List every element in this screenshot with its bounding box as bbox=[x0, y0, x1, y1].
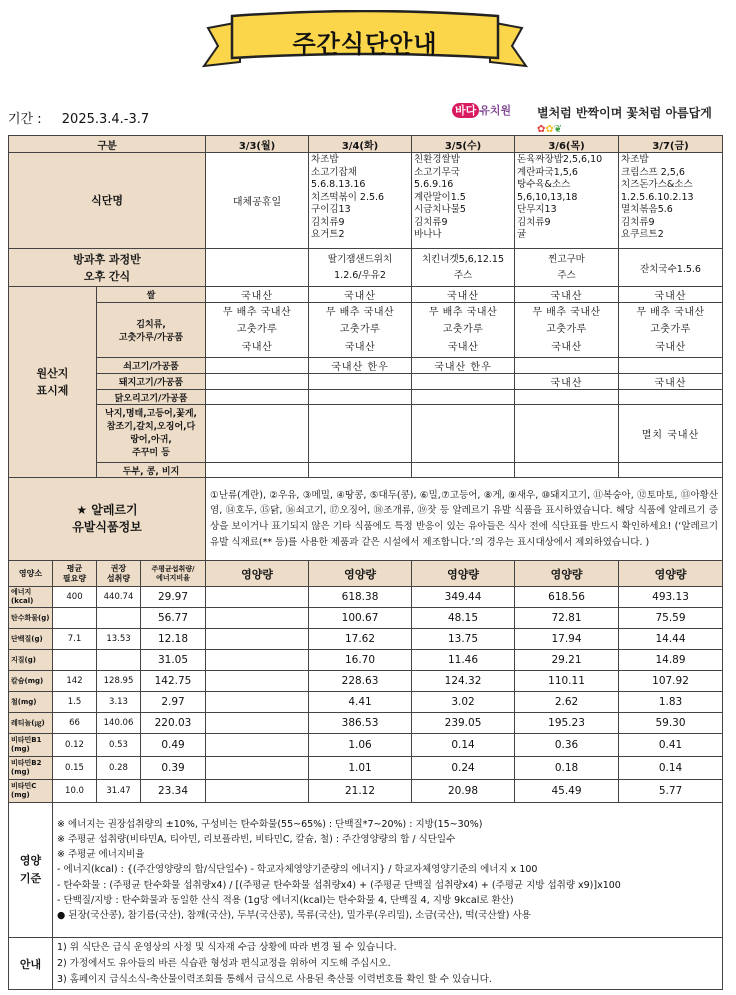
daily-amount bbox=[206, 629, 309, 650]
daily-amount: 0.14 bbox=[412, 734, 515, 757]
origin-value bbox=[206, 374, 309, 390]
origin-value bbox=[619, 463, 723, 478]
snack-item: 치킨너겟5,6,12.15 bbox=[421, 253, 505, 265]
nutrition-header-day: 영양량 bbox=[515, 561, 619, 587]
daily-amount: 100.67 bbox=[309, 608, 412, 629]
origin-value: 멸치 국내산 bbox=[619, 405, 723, 463]
weekly-menu-table bbox=[8, 135, 723, 990]
page-title: 주간식단안내 bbox=[292, 30, 438, 58]
avg-requirement: 1.5 bbox=[53, 692, 97, 713]
daily-amount: 14.89 bbox=[619, 650, 723, 671]
allergy-row bbox=[9, 478, 723, 561]
nutrition-row bbox=[9, 608, 723, 629]
avg-requirement bbox=[53, 650, 97, 671]
menu-item: 대체공휴일 bbox=[232, 197, 282, 208]
daily-amount: 0.24 bbox=[412, 757, 515, 780]
recommended-intake: 3.13 bbox=[97, 692, 141, 713]
notice-row bbox=[9, 938, 723, 990]
origin-value: 무 배추 국내산 고춧가루 국내산 bbox=[412, 303, 515, 358]
origin-value bbox=[619, 358, 723, 374]
daily-amount: 2.62 bbox=[515, 692, 619, 713]
notice-line: 2) 가정에서도 유아들의 바른 식습관 형성과 편식교정을 위하여 지도해 주십시오. bbox=[57, 957, 391, 969]
avg-requirement: 7.1 bbox=[53, 629, 97, 650]
weekly-average: 31.05 bbox=[141, 650, 206, 671]
menu-item: 차조밥 bbox=[311, 154, 339, 165]
menu-item: 5.6.9.16 bbox=[414, 179, 454, 190]
origin-value bbox=[412, 390, 515, 405]
recommended-intake: 0.53 bbox=[97, 734, 141, 757]
menu-label: 식단명 bbox=[9, 153, 206, 249]
nutrition-header-day: 영양량 bbox=[619, 561, 723, 587]
daily-amount bbox=[206, 692, 309, 713]
origin-category: 돼지고기/가공품 bbox=[97, 374, 206, 390]
origin-value: 국내산 한우 bbox=[412, 358, 515, 374]
daily-amount: 0.18 bbox=[515, 757, 619, 780]
origin-value: 국내산 bbox=[309, 287, 412, 303]
menu-cell-thu bbox=[515, 153, 619, 249]
daily-amount: 45.49 bbox=[515, 780, 619, 803]
origin-value bbox=[515, 390, 619, 405]
origin-value bbox=[206, 463, 309, 478]
daily-amount: 16.70 bbox=[309, 650, 412, 671]
day-header: 3/7(금) bbox=[619, 136, 723, 153]
menu-cell-mon bbox=[206, 153, 309, 249]
menu-item: 단무지13 bbox=[517, 204, 557, 215]
daily-amount: 107.92 bbox=[619, 671, 723, 692]
daily-amount: 195.23 bbox=[515, 713, 619, 734]
daily-amount: 20.98 bbox=[412, 780, 515, 803]
recommended-intake bbox=[97, 650, 141, 671]
snack-cell-thu bbox=[515, 249, 619, 287]
avg-requirement: 0.15 bbox=[53, 757, 97, 780]
recommended-intake: 128.95 bbox=[97, 671, 141, 692]
daily-amount: 59.30 bbox=[619, 713, 723, 734]
standard-line: - 탄수화물 : (주평균 탄수화물 섭취량x4) / [(주평균 탄수화물 섭취량x4) + (주평균 단백질 섭취량x4) + (주평균 지방 섭취량 x9)]x100 bbox=[57, 879, 621, 891]
nutrition-header-rec: 권장 섭취량 bbox=[97, 561, 141, 587]
menu-item: 귤 bbox=[517, 229, 527, 240]
origin-value bbox=[206, 405, 309, 463]
origin-value: 국내산 bbox=[619, 374, 723, 390]
snack-cell-fri bbox=[619, 249, 723, 287]
menu-item: 크림스프 2,5,6 bbox=[621, 166, 685, 178]
nutrition-row bbox=[9, 692, 723, 713]
notice-line: 1) 위 식단은 급식 운영상의 사정 및 식자재 수급 상황에 따라 변경 될 수 있습니다. bbox=[57, 941, 397, 953]
origin-value bbox=[309, 463, 412, 478]
daily-amount: 349.44 bbox=[412, 587, 515, 608]
origin-value bbox=[309, 374, 412, 390]
menu-item: 5,6,10,13,18 bbox=[517, 191, 578, 203]
notice-text bbox=[53, 938, 723, 990]
nutrition-body bbox=[9, 587, 723, 803]
origin-label-line: 표시제 bbox=[36, 384, 69, 397]
origin-value bbox=[412, 463, 515, 478]
nutrient-name: 단백질(g) bbox=[9, 629, 53, 650]
standard-line: - 단백질/지방 : 탄수화물과 동일한 산식 적용 (1g당 에너지(kcal)는 탄수화물 4, 단백질 4, 지방 9kcal로 환산) bbox=[57, 894, 514, 906]
daily-amount: 493.13 bbox=[619, 587, 723, 608]
avg-requirement: 66 bbox=[53, 713, 97, 734]
menu-item: 김치류9 bbox=[414, 216, 448, 228]
day-header: 3/3(월) bbox=[206, 136, 309, 153]
menu-item: 1.2.5.6.10.2.13 bbox=[621, 191, 694, 203]
nutrition-row bbox=[9, 587, 723, 608]
menu-item: 구이김13 bbox=[311, 204, 351, 215]
origin-row bbox=[9, 287, 723, 303]
snack-cell-wed bbox=[412, 249, 515, 287]
daily-amount: 17.62 bbox=[309, 629, 412, 650]
nutrient-name: 레티놀(㎍) bbox=[9, 713, 53, 734]
standard-line: - 에너지(kcal) : {(주간영양량의 합/식단일수) - 학교자체영양기준량의 에너지} / 학교자체영양기준의 에너지 x 100 bbox=[57, 864, 538, 876]
snack-item: 주스 bbox=[557, 269, 576, 281]
daily-amount: 14.44 bbox=[619, 629, 723, 650]
logo-part-a: 바다 bbox=[452, 103, 479, 118]
daily-amount bbox=[206, 650, 309, 671]
menu-item: 바나나 bbox=[414, 229, 442, 240]
snack-label bbox=[9, 249, 206, 287]
origin-value: 무 배추 국내산 고춧가루 국내산 bbox=[619, 303, 723, 358]
avg-requirement: 400 bbox=[53, 587, 97, 608]
daily-amount: 1.06 bbox=[309, 734, 412, 757]
origin-value: 무 배추 국내산 고춧가루 국내산 bbox=[515, 303, 619, 358]
nutrition-row bbox=[9, 713, 723, 734]
recommended-intake: 140.06 bbox=[97, 713, 141, 734]
daily-amount: 3.02 bbox=[412, 692, 515, 713]
menu-item: 김치류9 bbox=[517, 216, 551, 228]
daily-amount bbox=[206, 608, 309, 629]
menu-item: 돈육짜장밥2,5,6,10 bbox=[517, 154, 603, 165]
snack-label-line: 방과후 과정반 bbox=[73, 252, 141, 266]
nutrition-row bbox=[9, 734, 723, 757]
avg-requirement bbox=[53, 608, 97, 629]
nutrient-name: 탄수화물(g) bbox=[9, 608, 53, 629]
menu-item: 멸치볶음5.6 bbox=[621, 204, 673, 215]
day-header-row bbox=[9, 136, 723, 153]
snack-cell-tue bbox=[309, 249, 412, 287]
weekly-average: 0.39 bbox=[141, 757, 206, 780]
recommended-intake: 31.47 bbox=[97, 780, 141, 803]
snack-label-line: 오후 간식 bbox=[83, 269, 131, 283]
nutrition-header-day: 영양량 bbox=[412, 561, 515, 587]
menu-item: 치즈떡볶이 2.5.6 bbox=[311, 191, 385, 203]
avg-requirement: 0.12 bbox=[53, 734, 97, 757]
allergy-text: ①난류(계란), ②우유, ③메밀, ④땅콩, ⑤대두(콩), ⑥밀,⑦고등어, ⑧게, ⑨새우, ⑩돼지고기, ⑪복숭아, ⑫토마토, ⑬아황산염, ⑭호두, ⑮닭, ⑯쇠고기, ⑰오징어, ⑱조개류, ⑲잣 등 알레르기 유발 식품을 표시하였습니다. 해당 식품에 알레르기 증상을 보이거나 표기되지 않은 기타 식품에도 특정 반응이 있는 유아들은 식사 전에 식단표를 반드시 확인하세요! (‘알레르기 유발 식재료(** 등)를 사용한 제품과 같은 시설에서 제조합니다.’의 경우는 표시대상에서 제외하였습니다. ) bbox=[206, 478, 723, 561]
standard-line: ※ 주평균 에너지비율 bbox=[57, 849, 145, 861]
menu-item: 김치류9 bbox=[621, 216, 655, 228]
menu-item: 요쿠르트2 bbox=[621, 229, 664, 240]
origin-row bbox=[9, 303, 723, 358]
nutrition-header-avg: 평균 필요량 bbox=[53, 561, 97, 587]
origin-value bbox=[206, 390, 309, 405]
recommended-intake bbox=[97, 608, 141, 629]
day-header: 3/4(화) bbox=[309, 136, 412, 153]
daily-amount: 5.77 bbox=[619, 780, 723, 803]
origin-label bbox=[9, 287, 97, 478]
notice-line: 3) 홈페이지 급식소식-축산물이력조회를 통해서 급식으로 사용된 축산물 이력번호를 확인 할 수 있습니다. bbox=[57, 973, 492, 985]
menu-row bbox=[9, 153, 723, 249]
nutrition-header-row bbox=[9, 561, 723, 587]
standard-line: ※ 주평균 섭취량(비타민A, 티아민, 리보플라빈, 비타민C, 칼슘, 철) : 주간영양량의 합 / 식단일수 bbox=[57, 834, 456, 846]
nutrient-name: 비타민C (mg) bbox=[9, 780, 53, 803]
origin-value: 국내산 bbox=[515, 374, 619, 390]
menu-item: 친환경쌀밥 bbox=[414, 154, 460, 165]
snack-item: 1.2.6/우유2 bbox=[334, 269, 386, 281]
kindergarten-logo bbox=[452, 102, 511, 118]
nutrient-name: 지질(g) bbox=[9, 650, 53, 671]
origin-value: 국내산 bbox=[412, 287, 515, 303]
daily-amount: 618.56 bbox=[515, 587, 619, 608]
daily-amount bbox=[206, 587, 309, 608]
recommended-intake: 13.53 bbox=[97, 629, 141, 650]
origin-value bbox=[309, 390, 412, 405]
origin-category: 김치류, 고춧가루/가공품 bbox=[97, 303, 206, 358]
nutrient-name: 철(mg) bbox=[9, 692, 53, 713]
menu-item: 치즈돈가스&소스 bbox=[621, 179, 693, 190]
nutrition-header-day: 영양량 bbox=[206, 561, 309, 587]
allergy-label bbox=[9, 478, 206, 561]
daily-amount: 11.46 bbox=[412, 650, 515, 671]
daily-amount: 618.38 bbox=[309, 587, 412, 608]
nutrition-row bbox=[9, 650, 723, 671]
standard-line: ※ 에너지는 권장섭취량의 ±10%, 구성비는 탄수화물(55~65%) : 단백질*7~20%) : 지방(15~30%) bbox=[57, 819, 483, 831]
day-header: 3/5(수) bbox=[412, 136, 515, 153]
day-header: 3/6(목) bbox=[515, 136, 619, 153]
snack-item: 딸기잼샌드위치 bbox=[327, 253, 393, 265]
origin-value: 무 배추 국내산 고춧가루 국내산 bbox=[309, 303, 412, 358]
nutrition-row bbox=[9, 629, 723, 650]
menu-item: 차조밥 bbox=[621, 154, 649, 165]
header-label: 구분 bbox=[9, 136, 206, 153]
weekly-average: 29.97 bbox=[141, 587, 206, 608]
standard-row bbox=[9, 803, 723, 938]
origin-category: 쇠고기/가공품 bbox=[97, 358, 206, 374]
weekly-average: 0.49 bbox=[141, 734, 206, 757]
menu-cell-fri bbox=[619, 153, 723, 249]
nutrient-name: 비타민B1 (mg) bbox=[9, 734, 53, 757]
period-value: 2025.3.4.-3.7 bbox=[61, 112, 150, 127]
notice-label: 안내 bbox=[9, 938, 53, 990]
daily-amount: 1.83 bbox=[619, 692, 723, 713]
origin-value bbox=[206, 358, 309, 374]
period bbox=[8, 108, 149, 127]
origin-value: 국내산 bbox=[619, 287, 723, 303]
weekly-average: 2.97 bbox=[141, 692, 206, 713]
avg-requirement: 10.0 bbox=[53, 780, 97, 803]
standard-label bbox=[9, 803, 53, 938]
nutrition-row bbox=[9, 757, 723, 780]
origin-value bbox=[515, 405, 619, 463]
daily-amount: 72.81 bbox=[515, 608, 619, 629]
origin-value bbox=[515, 463, 619, 478]
daily-amount bbox=[206, 780, 309, 803]
recommended-intake: 0.28 bbox=[97, 757, 141, 780]
origin-category: 닭오리고기/가공품 bbox=[97, 390, 206, 405]
period-label: 기간 : bbox=[8, 112, 42, 127]
standard-label-line: 영양 bbox=[19, 854, 42, 867]
menu-item: 김치류9 bbox=[311, 216, 345, 228]
origin-value: 무 배추 국내산 고춧가루 국내산 bbox=[206, 303, 309, 358]
daily-amount bbox=[206, 671, 309, 692]
standard-text bbox=[53, 803, 723, 938]
menu-item: 소고기무국 bbox=[414, 166, 460, 178]
origin-value: 국내산 bbox=[206, 287, 309, 303]
title-banner bbox=[200, 10, 530, 72]
origin-value: 국내산 bbox=[515, 287, 619, 303]
weekly-average: 23.34 bbox=[141, 780, 206, 803]
origin-row bbox=[9, 463, 723, 478]
daily-amount: 386.53 bbox=[309, 713, 412, 734]
daily-amount: 21.12 bbox=[309, 780, 412, 803]
slogan-text: 별처럼 반짝이며 꽃처럼 아름답게 bbox=[537, 106, 712, 120]
allergy-label-line: ★ 알레르기 bbox=[76, 503, 138, 517]
snack-row bbox=[9, 249, 723, 287]
logo-part-b: 유치원 bbox=[479, 104, 512, 117]
daily-amount bbox=[206, 734, 309, 757]
daily-amount: 228.63 bbox=[309, 671, 412, 692]
snack-item: 찐고구마 bbox=[548, 253, 585, 265]
origin-value bbox=[412, 405, 515, 463]
menu-item: 탕수육&소스 bbox=[517, 179, 571, 190]
origin-category: 낙지,명태,고등어,꽃게, 참조기,갈치,오징어,다 랑어,아귀, 주꾸미 등 bbox=[97, 405, 206, 463]
nutrition-row bbox=[9, 671, 723, 692]
daily-amount: 1.01 bbox=[309, 757, 412, 780]
flower-icon: ✿✿❦ bbox=[537, 124, 563, 135]
weekly-average: 12.18 bbox=[141, 629, 206, 650]
daily-amount: 48.15 bbox=[412, 608, 515, 629]
origin-value: 국내산 한우 bbox=[309, 358, 412, 374]
daily-amount: 75.59 bbox=[619, 608, 723, 629]
origin-row bbox=[9, 390, 723, 405]
origin-value bbox=[515, 358, 619, 374]
menu-cell-wed bbox=[412, 153, 515, 249]
snack-item: 잔치국수1.5.6 bbox=[640, 263, 701, 275]
nutrition-header-week: 주평균섭취량/ 에너지비율 bbox=[141, 561, 206, 587]
daily-amount bbox=[206, 713, 309, 734]
menu-item: 소고기잡채 bbox=[311, 166, 357, 178]
avg-requirement: 142 bbox=[53, 671, 97, 692]
origin-row bbox=[9, 405, 723, 463]
daily-amount: 0.41 bbox=[619, 734, 723, 757]
daily-amount bbox=[206, 757, 309, 780]
menu-cell-tue bbox=[309, 153, 412, 249]
nutrition-header-nutrient: 영양소 bbox=[9, 561, 53, 587]
daily-amount: 13.75 bbox=[412, 629, 515, 650]
origin-value bbox=[309, 405, 412, 463]
origin-row bbox=[9, 358, 723, 374]
daily-amount: 110.11 bbox=[515, 671, 619, 692]
daily-amount: 29.21 bbox=[515, 650, 619, 671]
recommended-intake: 440.74 bbox=[97, 587, 141, 608]
weekly-average: 220.03 bbox=[141, 713, 206, 734]
daily-amount: 17.94 bbox=[515, 629, 619, 650]
daily-amount: 124.32 bbox=[412, 671, 515, 692]
menu-item: 계란파국1,5,6 bbox=[517, 166, 578, 178]
weekly-average: 56.77 bbox=[141, 608, 206, 629]
weekly-average: 142.75 bbox=[141, 671, 206, 692]
origin-row bbox=[9, 374, 723, 390]
allergy-label-line: 유발식품정보 bbox=[72, 520, 142, 534]
origin-label-line: 원산지 bbox=[36, 367, 69, 380]
daily-amount: 0.36 bbox=[515, 734, 619, 757]
standard-label-line: 기준 bbox=[19, 872, 42, 885]
origin-category: 쌀 bbox=[97, 287, 206, 303]
slogan bbox=[537, 104, 736, 135]
nutrition-header-day: 영양량 bbox=[309, 561, 412, 587]
snack-cell-mon bbox=[206, 249, 309, 287]
origin-category: 두부, 콩, 비지 bbox=[97, 463, 206, 478]
nutrition-row bbox=[9, 780, 723, 803]
origin-value bbox=[619, 390, 723, 405]
daily-amount: 239.05 bbox=[412, 713, 515, 734]
snack-item: 주스 bbox=[453, 269, 473, 281]
nutrient-name: 칼슘(mg) bbox=[9, 671, 53, 692]
menu-item: 시금치나물5 bbox=[414, 204, 466, 215]
nutrient-name: 비타민B2 (mg) bbox=[9, 757, 53, 780]
nutrient-name: 에너지(kcal) bbox=[9, 587, 53, 608]
daily-amount: 0.14 bbox=[619, 757, 723, 780]
standard-line: ● 된장(국산콩), 참기름(국산), 참깨(국산), 두부(국산콩), 묵류(국산), 밀가루(우리밀), 소금(국산), 떡(국산쌀) 사용 bbox=[57, 909, 531, 921]
daily-amount: 4.41 bbox=[309, 692, 412, 713]
menu-item: 5.6.8.13.16 bbox=[311, 179, 366, 190]
menu-item: 요거트2 bbox=[311, 229, 345, 240]
menu-item: 계란말이1.5 bbox=[414, 191, 466, 203]
origin-value bbox=[412, 374, 515, 390]
